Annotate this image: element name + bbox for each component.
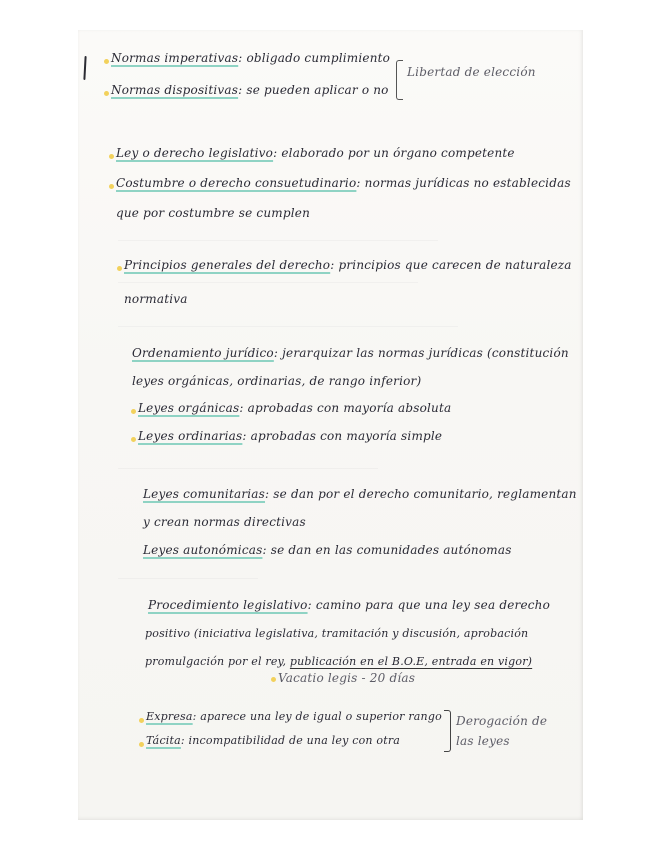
note-leyes-comunitarias xyxy=(143,487,577,501)
note-procedimiento-line3 xyxy=(145,655,532,668)
note-leyes-organicas xyxy=(138,401,451,415)
note-costumbre-line2: que por costumbre se cumplen xyxy=(116,206,311,220)
def-procedimiento: : camino para que una ley sea derecho xyxy=(307,598,551,612)
bleed-through-line xyxy=(118,326,458,327)
term-leyes-ordinarias: Leyes ordinarias xyxy=(138,429,243,443)
term-principios: Principios generales del derecho xyxy=(124,258,331,272)
brace-icon xyxy=(444,710,451,752)
note-libertad-eleccion: Libertad de elección xyxy=(407,65,536,79)
note-leyes-autonomicas xyxy=(143,543,512,557)
note-principios-line2: normativa xyxy=(124,292,188,306)
term-normas-imperativas: Normas imperativas xyxy=(111,51,239,65)
bullet-icon xyxy=(139,718,144,723)
note-leyes-comunitarias-line2: y crean normas directivas xyxy=(143,515,306,529)
note-expresa xyxy=(146,710,442,723)
term-leyes-comunitarias: Leyes comunitarias xyxy=(143,487,266,501)
def-ley: : elaborado por un órgano competente xyxy=(273,146,515,160)
term-procedimiento: Procedimiento legislativo xyxy=(148,598,308,612)
note-costumbre xyxy=(116,176,571,190)
promulgacion-text: promulgación por el rey, xyxy=(145,655,290,668)
note-derogacion-line1: Derogación de xyxy=(456,714,548,728)
note-procedimiento xyxy=(148,598,550,612)
term-normas-dispositivas: Normas dispositivas xyxy=(111,83,239,97)
term-ley: Ley o derecho legislativo xyxy=(116,146,274,160)
term-expresa: Expresa xyxy=(146,710,193,723)
note-tacita xyxy=(146,734,400,747)
note-procedimiento-line2: positivo (iniciativa legislativa, tramitación y discusión, aprobación xyxy=(145,627,529,640)
bullet-icon xyxy=(104,59,109,64)
def-leyes-comunitarias: : se dan por el derecho comunitario, reglamentan xyxy=(265,487,577,501)
note-derogacion-line2: las leyes xyxy=(456,734,510,748)
term-tacita: Tácita xyxy=(146,734,181,747)
note-leyes-ordinarias xyxy=(138,429,442,443)
note-vacatio-legis: Vacatio legis - 20 días xyxy=(278,671,416,685)
bullet-icon xyxy=(109,154,114,159)
note-ordenamiento-line2: leyes orgánicas, ordinarias, de rango inferior) xyxy=(132,374,422,388)
bullet-icon xyxy=(109,184,114,189)
def-leyes-ordinarias: : aprobadas con mayoría simple xyxy=(242,429,443,443)
term-leyes-organicas: Leyes orgánicas xyxy=(138,401,240,415)
def-leyes-autonomicas: : se dan en las comunidades autónomas xyxy=(262,543,512,557)
term-costumbre: Costumbre o derecho consuetudinario xyxy=(116,176,357,190)
def-principios: : principios que carecen de naturaleza xyxy=(330,258,572,272)
bleed-through-line xyxy=(118,468,378,469)
bullet-icon xyxy=(131,437,136,442)
bullet-icon xyxy=(117,266,122,271)
note-ley xyxy=(116,146,515,160)
bleed-through-line xyxy=(118,240,438,241)
def-normas-imperativas: : obligado cumplimiento xyxy=(238,51,391,65)
bullet-icon xyxy=(271,677,276,682)
def-ordenamiento: : jerarquizar las normas jurídicas (constitución xyxy=(273,346,569,360)
note-normas-imperativas xyxy=(111,51,390,65)
publicacion-boe-text: publicación en el B.O.E, entrada en vigor) xyxy=(289,655,533,668)
term-leyes-autonomicas: Leyes autonómicas xyxy=(143,543,263,557)
def-tacita: : incompatibilidad de una ley con otra xyxy=(180,734,401,747)
bleed-through-line xyxy=(118,282,418,283)
def-leyes-organicas: : aprobadas con mayoría absoluta xyxy=(239,401,452,415)
bullet-icon xyxy=(104,91,109,96)
bleed-through-line xyxy=(118,578,258,579)
note-principios xyxy=(124,258,572,272)
def-normas-dispositivas: : se pueden aplicar o no xyxy=(238,83,389,97)
def-expresa: : aparece una ley de igual o superior rango xyxy=(192,710,442,723)
bullet-icon xyxy=(139,742,144,747)
brace-icon xyxy=(396,60,403,100)
term-ordenamiento: Ordenamiento jurídico xyxy=(132,346,274,360)
note-normas-dispositivas xyxy=(111,83,389,97)
def-costumbre: : normas jurídicas no establecidas xyxy=(356,176,571,190)
note-ordenamiento xyxy=(132,346,569,360)
bullet-icon xyxy=(131,409,136,414)
